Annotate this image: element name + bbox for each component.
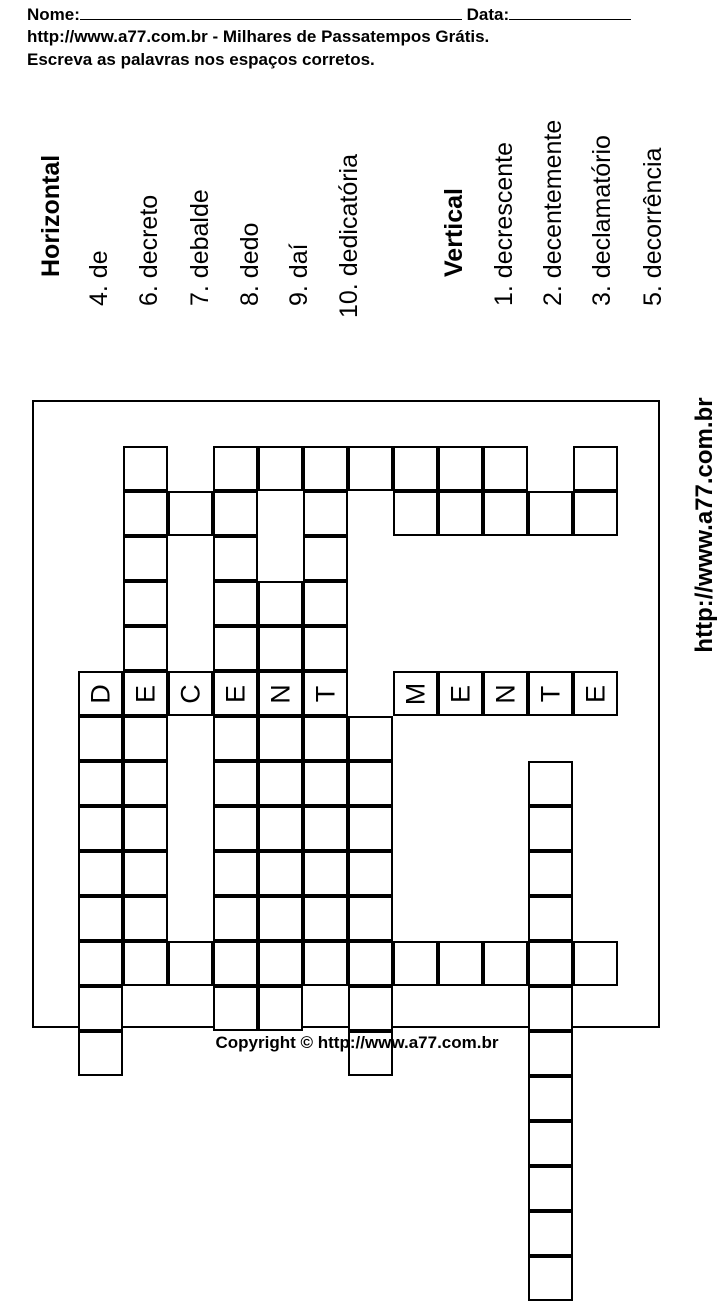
grid-cell[interactable] [213, 806, 258, 851]
grid-cell[interactable] [258, 761, 303, 806]
grid-letter: E [130, 684, 160, 703]
grid-cell[interactable] [528, 1166, 573, 1211]
grid-cell[interactable] [213, 491, 258, 536]
grid-cell[interactable] [483, 491, 528, 536]
grid-letter: T [310, 685, 340, 702]
grid-cell[interactable] [258, 986, 303, 1031]
grid-cell[interactable] [303, 491, 348, 536]
grid-cell[interactable] [258, 446, 303, 491]
grid-cell[interactable] [348, 716, 393, 761]
grid-cell[interactable] [303, 626, 348, 671]
grid-letter: E [220, 684, 250, 703]
grid-letter: T [535, 685, 565, 702]
vertical-clue: 2. decentemente [539, 119, 567, 306]
grid-cell[interactable] [393, 941, 438, 986]
grid-cell[interactable] [258, 806, 303, 851]
grid-cell[interactable] [258, 716, 303, 761]
side-url: http://www.a77.com.br [691, 397, 718, 653]
grid-cell[interactable] [348, 896, 393, 941]
grid-cell[interactable] [438, 671, 483, 716]
grid-cell[interactable] [213, 941, 258, 986]
grid-cell[interactable] [303, 851, 348, 896]
grid-cell[interactable] [348, 986, 393, 1031]
grid-cell[interactable] [303, 671, 348, 716]
horizontal-clue: 8. dedo [236, 222, 264, 306]
grid-cell[interactable] [213, 896, 258, 941]
horizontal-clue: 10. dedicatória [335, 153, 363, 318]
grid-cell[interactable] [348, 761, 393, 806]
grid-cell[interactable] [303, 536, 348, 581]
grid-cell[interactable] [123, 941, 168, 986]
grid-cell[interactable] [78, 896, 123, 941]
grid-cell[interactable] [528, 1121, 573, 1166]
grid-cell[interactable] [78, 716, 123, 761]
grid-cell[interactable] [303, 581, 348, 626]
vertical-clues [440, 120, 667, 306]
instructions: Escreva as palavras nos espaços corretos. [27, 50, 375, 69]
grid-cell[interactable] [393, 446, 438, 491]
grid-letter: N [490, 683, 520, 704]
grid-cell[interactable] [528, 806, 573, 851]
grid-cell[interactable] [123, 851, 168, 896]
grid-cell[interactable] [123, 581, 168, 626]
grid-cell[interactable] [168, 941, 213, 986]
date-label: Data: [466, 5, 510, 24]
grid-cell[interactable] [483, 941, 528, 986]
grid-cell[interactable] [213, 446, 258, 491]
horizontal-clues [37, 154, 363, 318]
grid-cell[interactable] [213, 761, 258, 806]
vertical-clue: 1. decrescente [490, 142, 518, 306]
grid-cell[interactable] [78, 986, 123, 1031]
grid-cell[interactable] [348, 851, 393, 896]
grid-cell[interactable] [303, 941, 348, 986]
grid-cell[interactable] [303, 806, 348, 851]
grid-cell[interactable] [213, 626, 258, 671]
grid-cell[interactable] [123, 761, 168, 806]
grid-cell[interactable] [168, 491, 213, 536]
grid-cell[interactable] [573, 491, 618, 536]
grid-letter: M [400, 682, 430, 705]
grid-cell[interactable] [438, 446, 483, 491]
grid-cell[interactable] [348, 446, 393, 491]
clue-lists [0, 0, 720, 380]
grid-cell[interactable] [528, 1256, 573, 1301]
horizontal-clue: 4. de [85, 250, 113, 306]
grid-cell[interactable] [528, 896, 573, 941]
grid-cell[interactable] [303, 896, 348, 941]
horizontal-title: Horizontal [37, 154, 65, 277]
grid-cell[interactable] [123, 536, 168, 581]
grid-cell[interactable] [123, 896, 168, 941]
grid-cell[interactable] [528, 1076, 573, 1121]
grid-letter: E [580, 684, 610, 703]
grid-cell[interactable] [213, 851, 258, 896]
grid-cell[interactable] [303, 716, 348, 761]
grid-cell[interactable] [78, 761, 123, 806]
grid-cell[interactable] [528, 761, 573, 806]
copyright-footer: Copyright © http://www.a77.com.br [215, 1033, 499, 1052]
grid-letter: N [265, 683, 295, 704]
grid-cell[interactable] [528, 671, 573, 716]
grid-cell[interactable] [528, 986, 573, 1031]
grid-letter: D [85, 683, 115, 704]
grid-cell[interactable] [78, 941, 123, 986]
name-label: Nome: [27, 5, 80, 24]
grid-cell[interactable] [123, 446, 168, 491]
grid-cell[interactable] [348, 806, 393, 851]
grid-cell[interactable] [258, 626, 303, 671]
grid-cell[interactable] [258, 851, 303, 896]
grid-cell[interactable] [123, 716, 168, 761]
grid-cell[interactable] [573, 941, 618, 986]
vertical-title: Vertical [440, 188, 468, 277]
grid-cell[interactable] [303, 761, 348, 806]
grid-cell[interactable] [123, 491, 168, 536]
grid-cell[interactable] [483, 671, 528, 716]
grid-letter: C [175, 683, 205, 704]
horizontal-clue: 9. daí [285, 243, 313, 306]
grid-cell[interactable] [258, 671, 303, 716]
grid-cell[interactable] [258, 581, 303, 626]
grid-cell[interactable] [78, 851, 123, 896]
grid-cell[interactable] [438, 941, 483, 986]
grid-cell[interactable] [213, 671, 258, 716]
horizontal-clue: 6. decreto [135, 194, 163, 306]
grid-cell[interactable] [528, 1211, 573, 1256]
grid-cell[interactable] [78, 806, 123, 851]
grid-cell[interactable] [303, 446, 348, 491]
grid-cell[interactable] [393, 671, 438, 716]
site-line: http://www.a77.com.br - Milhares de Passatempos Grátis. [27, 27, 490, 46]
grid-cell[interactable] [213, 986, 258, 1031]
grid-cell[interactable] [213, 581, 258, 626]
grid-cell[interactable] [573, 446, 618, 491]
horizontal-clue: 7. debalde [186, 189, 214, 306]
grid-cell[interactable] [528, 851, 573, 896]
grid-cell[interactable] [438, 491, 483, 536]
grid-cell[interactable] [213, 536, 258, 581]
grid-cell[interactable] [123, 671, 168, 716]
grid-cell[interactable] [528, 491, 573, 536]
grid-cell[interactable] [258, 941, 303, 986]
vertical-clue: 3. declamatório [588, 135, 616, 306]
grid-cell[interactable] [483, 446, 528, 491]
grid-letter: E [445, 684, 475, 703]
grid-cell[interactable] [78, 671, 123, 716]
grid-cell[interactable] [393, 491, 438, 536]
grid-cell[interactable] [168, 671, 213, 716]
grid-cell[interactable] [258, 896, 303, 941]
grid-cell[interactable] [573, 671, 618, 716]
grid-cell[interactable] [213, 716, 258, 761]
grid-cell[interactable] [123, 626, 168, 671]
grid-cell[interactable] [123, 806, 168, 851]
grid-cell[interactable] [528, 941, 573, 986]
vertical-clue: 5. decorrência [639, 147, 667, 306]
grid-cell[interactable] [348, 941, 393, 986]
